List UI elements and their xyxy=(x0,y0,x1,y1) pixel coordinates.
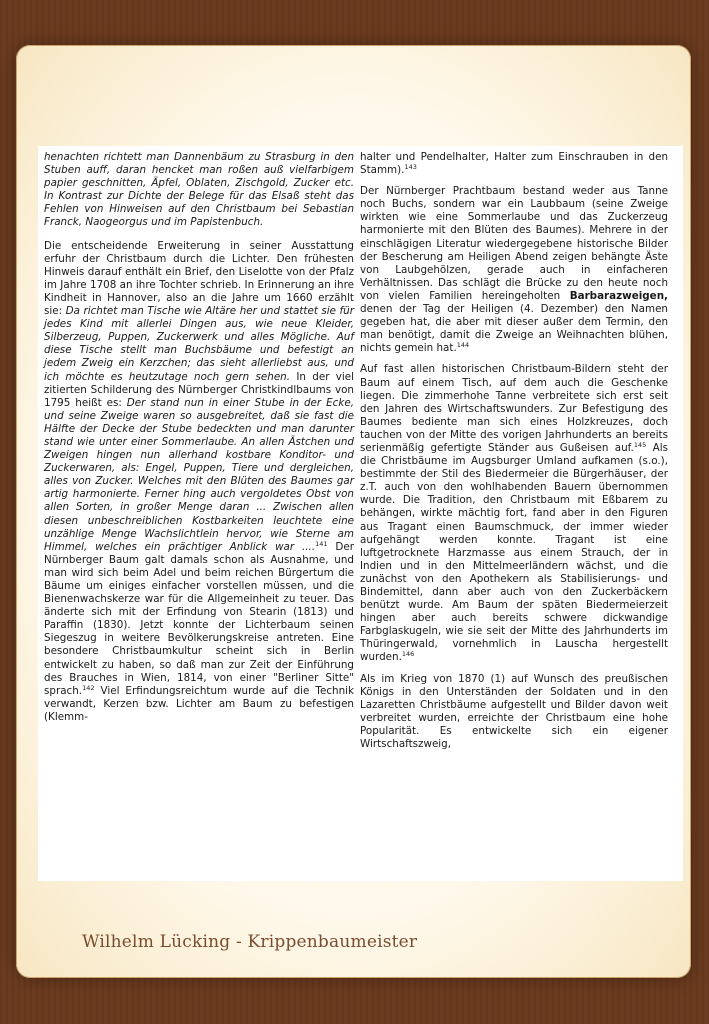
footnote-marker: 143 xyxy=(404,163,417,172)
body-text: Der Nürnberger Prachtbaum bestand weder aus Tanne noch Buchs, sondern war ein Laubbaum (seine Zweige wirkten wie eine Sommerlaube und das Zuckerzeug harmonierte mit den Blüten des Baumes). Mehrere in der einschlägigen Literatur wiedergegebene historische Bilder der Bescherung am Heiligen Abend zeigen behängte Äste von Laubgehölzen, gerade auch in einfacheren Verhältnissen. Das schlägt die Brücke zu den heute noch von vielen Familien hereingeholten xyxy=(360,185,668,302)
body-text: Als im Krieg von 1870 (1) auf Wunsch des preußischen Königs in den Unterständen der Soldaten und in den Lazaretten Christbäume aufgestellt und Bilder davon weit verbreitet wurden, erreichte der Christbaum eine hohe Popularität. Es entwickelte sich ein eigener Wirtschaftszweig, xyxy=(360,672,668,751)
footnote-marker: 141 xyxy=(315,539,328,548)
paragraph xyxy=(44,240,354,724)
footer-caption: Wilhelm Lücking - Krippenbaumeister xyxy=(82,932,418,952)
body-text: Viel Erfindungsreichtum wurde auf die Technik verwandt, Kerzen bzw. Lichter am Baum zu befestigen (Klemm- xyxy=(44,684,354,723)
footnote-marker: 145 xyxy=(633,440,647,449)
body-text: In der viel zitierten Schilderung des Nürnberger Christkindlbaums von 1795 heißt es: xyxy=(44,370,354,409)
footnote-marker: 146 xyxy=(401,650,415,659)
paragraph xyxy=(44,151,354,230)
body-text: Auf fast allen historischen Christbaum-Bildern steht der Baum auf einem Tisch, auf dem auch die Geschenke liegen. Die zimmerhohe Tanne verbreitete sich erst seit den Jahren des Wirtschaftswunders. Zur Befestigung des Baumes bediente man sich eines Holzkreuzes, doch tauchen von der Mitte des vorigen Jahrhunderts an bereits serienmäßig gefertigte Ständer aus Gußeisen auf. xyxy=(360,363,668,454)
bold-term: Barbarazweigen, xyxy=(569,289,668,302)
quote-text: Der stand nun in einer Stube in der Ecke, und seine Zweige waren so ausgebreitet, daß sie fast die Hälfte der Decke der Stube bedeckten und man darunter stand wie unter einer Sommerlaube. An allen Ästchen und Zweigen hingen nun allerhand kostbare Konditor- und Zuckerwaren, als: Engel, Puppen, Tiere und dergleichen, alles von Zucker. Welches mit den Blüten des Baumes gar artig harmonierte. Ferner hing auch vergoldetes Obst von allen Sorten, in großer Menge daran ... Zwischen allen diesen unbeschreiblichen Kostbarkeiten leuchtete eine unzählige Menge Wachslichtlein hervor, wie Sterne am Himmel, welches ein prächtiger Anblick war .... xyxy=(44,396,354,553)
quote-text: Da richtet man Tische wie Altäre her und stattet sie für jedes Kind mit allerlei Dingen aus, wie neue Kleider, Silberzeug, Puppen, Zuckerwerk und alles Mögliche. Auf diese Tische stellt man Buchsbäume und befestigt an jedem Zweig ein Kerzchen; das sieht allerliebst aus, und ich möchte es heutzutage noch gern sehen. xyxy=(44,305,354,383)
paragraph xyxy=(360,673,668,752)
paragraph xyxy=(360,151,668,177)
quote-text: henachten richtett man Dannenbäum zu Strasburg in den Stuben auff, daran hencket man roßen auß vielfarbigem papier geschnitten, Äpfel, Oblaten, Zischgold, Zucker etc. In Kontrast zur Dichte der Belege für das Elsaß steht das Fehlen von Hinweisen auf den Christbaum bei Sebastian Franck, Naogeorgus und im Papistenbuch. xyxy=(44,151,354,229)
left-column xyxy=(44,151,354,732)
body-text: Der Nürnberger Baum galt damals schon als Ausnahme, und man wird sich beim Adel und beim reichen Bürgertum die Bäume um einiges einfacher vorstellen müssen, und die Bienenwachskerze war für die Allgemeinheit zu teuer. Das änderte sich mit der Erfindung von Stearin (1813) und Paraffin (1830). Jetzt konnte der Lichterbaum seinen Siegeszug in weitere Bevölkerungskreise antreten. Eine besondere Christbaumkultur scheint sich in Berlin entwickelt zu haben, so daß man zur Zeit der Einführung des Brauches in Wien, 1814, von einer "Berliner Sitte" sprach. xyxy=(44,540,354,697)
right-column xyxy=(360,151,668,759)
body-text: Als die Christbäume im Augsburger Umland aufkamen (s.o.), bestimmte der Stil des Biedermeier die Bürgerhäuser, der z.T. auch von den wohlhabenden Bauern übernommen wurde. Die Tradition, den Christbaum mit Eßbarem zu behängen, wirkte mächtig fort, fand aber in den Figuren aus Tragant einen Baumschmuck, der immer wieder aufgehängt werden konnte. Tragant ist eine luftgetrocknete Harzmasse aus einem Strauch, der in Indien und in den Mittelmeerländern wächst, und die zunächst von den Apothekern als Stabilisierungs- und Bindemittel, dann aber auch von den Zuckerbäckern benützt wurde. Am Baum der späten Biedermeierzeit hingen aber auch bereits schwere dickwandige Farbglaskugeln, wie sie seit der Mitte des Jahrhunderts im Thüringerwald, vornehmlich in Lauscha hergestellt wurden. xyxy=(360,441,668,664)
body-text: halter und Pendelhalter, Halter zum Einschrauben in den Stamm). xyxy=(360,151,668,177)
body-text: denen der Tag der Heiligen (4. Dezember) den Namen gegeben hat, die aber mit dieser außer dem Termin, den man benötigt, damit die Zweige an Weihnachten blühen, nichts gemein hat. xyxy=(360,303,668,355)
body-text: Die entscheidende Erweiterung in seiner Ausstattung erfuhr der Christbaum durch die Lichter. Den frühesten Hinweis darauf enthält ein Brief, den Liselotte von der Pfalz im Jahre 1708 an ihre Tochter schrieb. In Erinnerung an ihre Kindheit in Hannover, also an die Jahre um 1660 erzählt sie: xyxy=(44,239,354,318)
footnote-marker: 142 xyxy=(82,683,95,692)
scanned-document-page xyxy=(38,146,683,881)
footnote-marker: 144 xyxy=(456,341,470,350)
paragraph xyxy=(360,185,668,355)
paragraph xyxy=(360,363,668,664)
